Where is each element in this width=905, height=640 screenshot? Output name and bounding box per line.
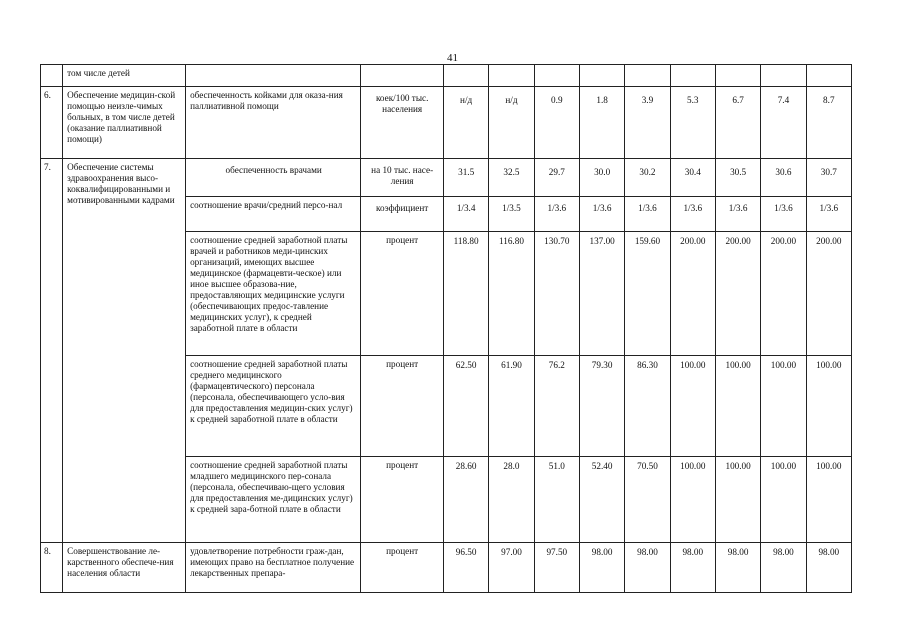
unit-cell: процент <box>361 232 444 356</box>
page-number: 41 <box>447 52 458 64</box>
indicator-cell: обеспеченность койками для оказа-ния паллиативной помощи <box>186 87 361 159</box>
value-cell: 200.00 <box>715 232 760 356</box>
goal-cell: том числе детей <box>63 65 186 87</box>
value-cell: 70.50 <box>625 457 670 543</box>
value-cell: 30.2 <box>625 159 670 197</box>
value-cell: 100.00 <box>806 457 851 543</box>
value-cell: 32.5 <box>489 159 534 197</box>
value-cell: 7.4 <box>761 87 806 159</box>
value-cell: 130.70 <box>534 232 579 356</box>
cell <box>806 65 851 87</box>
row-number: 7. <box>41 159 63 543</box>
table-row <box>41 159 852 197</box>
cell <box>761 65 806 87</box>
value-cell: н/д <box>489 87 534 159</box>
row-number: 6. <box>41 87 63 159</box>
indicator-cell: соотношение средней заработной платы врачей и работников меди-цинских организаций, имеющих высшее медицинское (фармацевти-ческое) или иное высшее образова-ние, предоставляющих медицинские услуги (обеспечивающих предос-тавление медицинских услуг), к средней заработной плате в области <box>186 232 361 356</box>
value-cell: 30.0 <box>579 159 624 197</box>
cell <box>625 65 670 87</box>
value-cell: 51.0 <box>534 457 579 543</box>
unit-cell: процент <box>361 457 444 543</box>
value-cell: 5.3 <box>670 87 715 159</box>
indicator-cell: удовлетворение потребности граж-дан, имеющих право на бесплатное получение лекарственных препара- <box>186 543 361 593</box>
value-cell: 1.8 <box>579 87 624 159</box>
value-cell: 97.50 <box>534 543 579 593</box>
value-cell: 1/3.6 <box>715 197 760 232</box>
cell <box>443 65 488 87</box>
cell <box>41 65 63 87</box>
value-cell: 1/3.6 <box>761 197 806 232</box>
value-cell: 1/3.4 <box>443 197 488 232</box>
cell <box>579 65 624 87</box>
indicator-cell: соотношение средней заработной платы среднего медицинского (фармацевтического) персонала (персонала, обеспечивающего усло-вия для предоставления медицин-ских услуг) к средней заработной плате в области <box>186 356 361 457</box>
goal-cell: Совершенствование ле-карственного обеспече-ния населения области <box>63 543 186 593</box>
value-cell: 28.0 <box>489 457 534 543</box>
value-cell: 97.00 <box>489 543 534 593</box>
value-cell: 30.4 <box>670 159 715 197</box>
value-cell: 79.30 <box>579 356 624 457</box>
value-cell: 100.00 <box>715 457 760 543</box>
cell <box>186 65 361 87</box>
value-cell: 52.40 <box>579 457 624 543</box>
value-cell: 29.7 <box>534 159 579 197</box>
value-cell: 98.00 <box>670 543 715 593</box>
row-number: 8. <box>41 543 63 593</box>
value-cell: 1/3.6 <box>534 197 579 232</box>
value-cell: 61.90 <box>489 356 534 457</box>
value-cell: 3.9 <box>625 87 670 159</box>
indicator-cell: соотношение средней заработной платы младшего медицинского пер-сонала (персонала, обеспечиваю-щего условия для предоставления ме-дицинских услуг) к средней зара-ботной плате в области <box>186 457 361 543</box>
value-cell: 200.00 <box>806 232 851 356</box>
value-cell: 1/3.6 <box>625 197 670 232</box>
value-cell: 0.9 <box>534 87 579 159</box>
value-cell: 118.80 <box>443 232 488 356</box>
value-cell: 100.00 <box>715 356 760 457</box>
indicator-cell: соотношение врачи/средний персо-нал <box>186 197 361 232</box>
table-row <box>41 543 852 593</box>
continuation-row <box>41 65 852 87</box>
unit-cell: коэффициент <box>361 197 444 232</box>
cell <box>489 65 534 87</box>
value-cell: 116.80 <box>489 232 534 356</box>
value-cell: 62.50 <box>443 356 488 457</box>
value-cell: 159.60 <box>625 232 670 356</box>
value-cell: 100.00 <box>761 356 806 457</box>
value-cell: 98.00 <box>806 543 851 593</box>
value-cell: 137.00 <box>579 232 624 356</box>
value-cell: 30.5 <box>715 159 760 197</box>
value-cell: 98.00 <box>579 543 624 593</box>
value-cell: 1/3.6 <box>579 197 624 232</box>
unit-cell: процент <box>361 543 444 593</box>
value-cell: н/д <box>443 87 488 159</box>
value-cell: 30.6 <box>761 159 806 197</box>
value-cell: 6.7 <box>715 87 760 159</box>
value-cell: 100.00 <box>670 356 715 457</box>
cell <box>534 65 579 87</box>
value-cell: 28.60 <box>443 457 488 543</box>
value-cell: 100.00 <box>670 457 715 543</box>
unit-cell: коек/100 тыс. населения <box>361 87 444 159</box>
value-cell: 1/3.5 <box>489 197 534 232</box>
value-cell: 100.00 <box>761 457 806 543</box>
cell <box>361 65 444 87</box>
value-cell: 200.00 <box>761 232 806 356</box>
value-cell: 1/3.6 <box>806 197 851 232</box>
value-cell: 200.00 <box>670 232 715 356</box>
value-cell: 31.5 <box>443 159 488 197</box>
unit-cell: на 10 тыс. насе-ления <box>361 159 444 197</box>
value-cell: 98.00 <box>625 543 670 593</box>
cell <box>670 65 715 87</box>
value-cell: 86.30 <box>625 356 670 457</box>
indicators-table <box>40 64 852 593</box>
goal-cell: Обеспечение медицин-ской помощью неизле-чимых больных, в том числе детей (оказание паллиативной помощи) <box>63 87 186 159</box>
value-cell: 30.7 <box>806 159 851 197</box>
unit-cell: процент <box>361 356 444 457</box>
value-cell: 100.00 <box>806 356 851 457</box>
cell <box>715 65 760 87</box>
value-cell: 96.50 <box>443 543 488 593</box>
value-cell: 1/3.6 <box>670 197 715 232</box>
value-cell: 98.00 <box>761 543 806 593</box>
table-row <box>41 87 852 159</box>
indicator-cell: обеспеченность врачами <box>186 159 361 197</box>
value-cell: 8.7 <box>806 87 851 159</box>
goal-cell: Обеспечение системы здравоохранения высо-коквалифицированными и мотивированными кадрами <box>63 159 186 543</box>
value-cell: 76.2 <box>534 356 579 457</box>
value-cell: 98.00 <box>715 543 760 593</box>
